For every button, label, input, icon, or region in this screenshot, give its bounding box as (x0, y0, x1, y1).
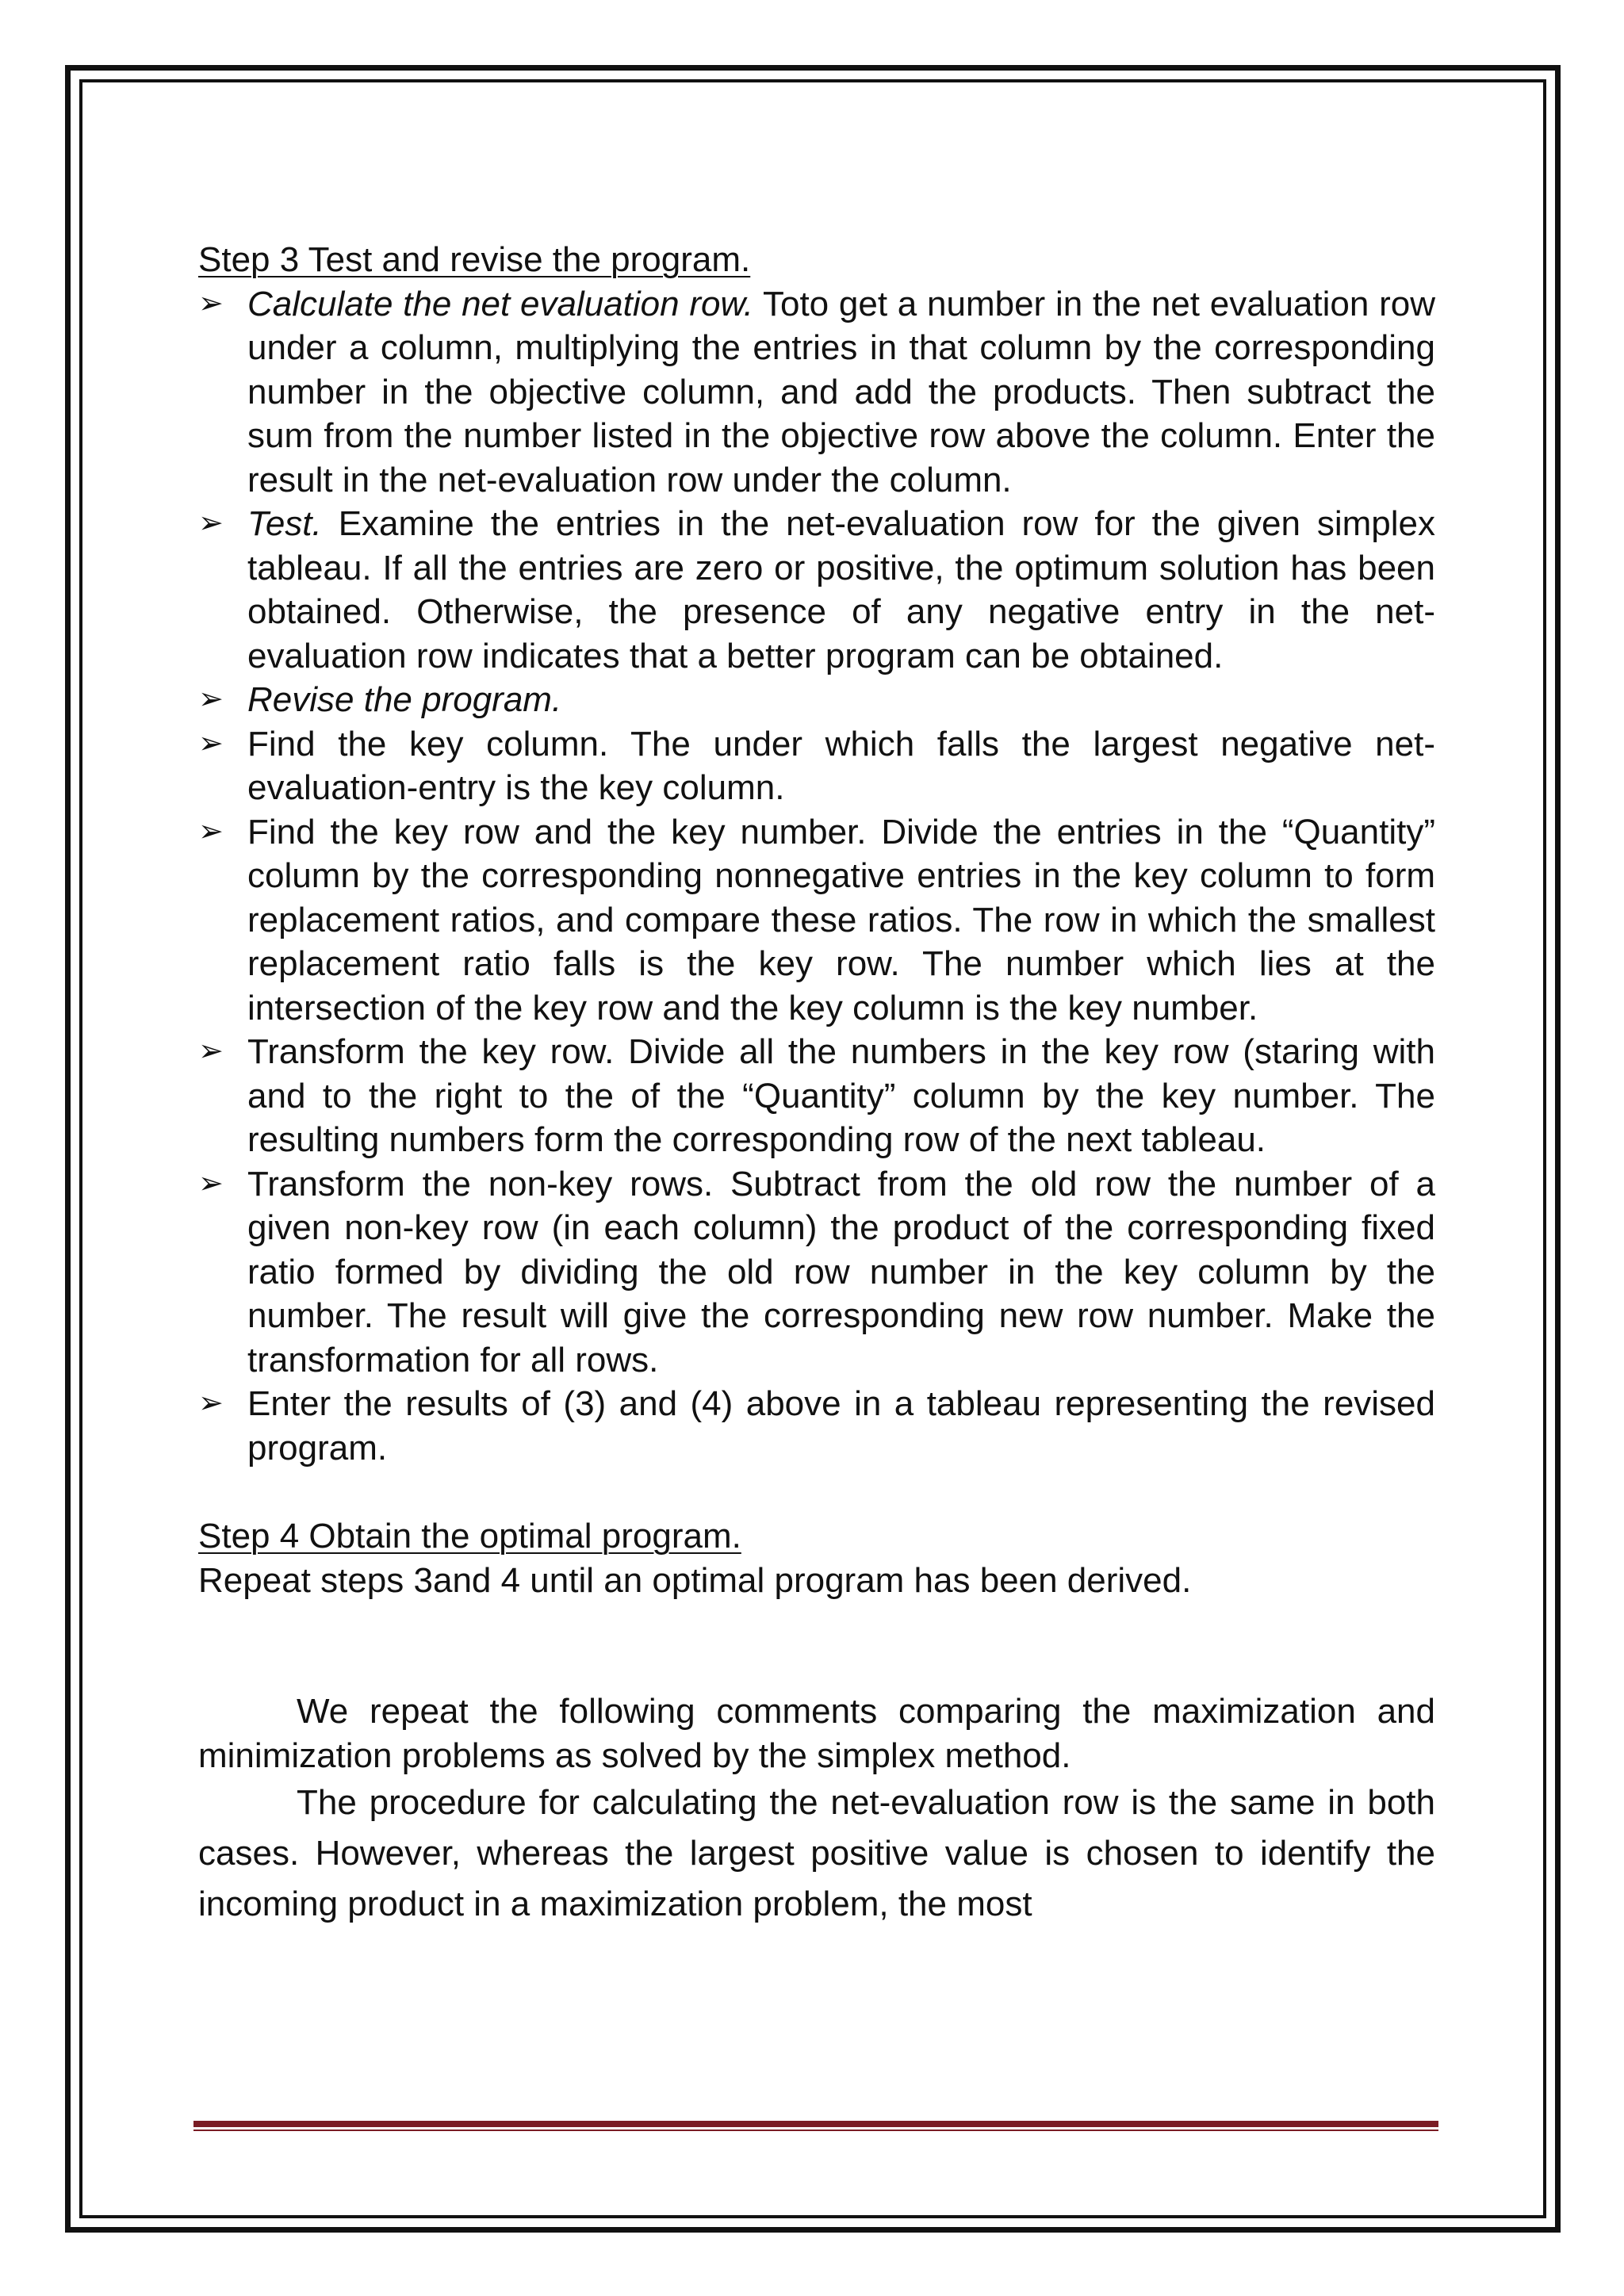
arrowhead-bullet-icon: ➢ (198, 507, 224, 540)
list-item (198, 1030, 1435, 1162)
spacer (198, 1470, 1435, 1514)
step3-heading: Step 3 Test and revise the program. (198, 240, 751, 279)
list-item (198, 282, 1435, 503)
arrowhead-bullet-icon: ➢ (198, 683, 224, 716)
item-text: Find the key row and the key number. Divide the entries in the “Quantity” column by the corresponding nonnegative entries in the key column to form replacement ratios, and compare these ratios. The row in which the smallest replacement ratio falls is the key row. The number which lies at the intersection of the key row and the key column is the key number. (247, 812, 1435, 1027)
item-lead: Test. (247, 504, 322, 543)
item-text: Transform the key row. Divide all the numbers in the key row (staring with and to the right to the of the “Quantity” column by the key number. The resulting numbers form the corresponding row of the next tableau. (247, 1032, 1435, 1159)
arrowhead-bullet-icon: ➢ (198, 814, 224, 848)
item-lead: Revise the program. (247, 680, 562, 719)
item-lead: Calculate the net evaluation row. (247, 284, 754, 323)
arrowhead-bullet-icon: ➢ (198, 1166, 224, 1200)
arrowhead-bullet-icon: ➢ (198, 286, 224, 320)
footer-divider-thick (193, 2121, 1438, 2127)
list-item (198, 502, 1435, 678)
footer-divider (193, 2121, 1438, 2131)
arrowhead-bullet-icon: ➢ (198, 1035, 224, 1068)
item-text: Toto get a number in the net evaluation row under a column, multiplying the entries in that column by the corresponding number in the objective column, and add the products. Then subtract the sum from the number listed in the objective row above the column. Enter the result in the net-evaluation row under the column. (247, 284, 1435, 499)
footer-divider-thin (193, 2130, 1438, 2131)
comments-paragraph-1: We repeat the following comments comparing the maximization and minimization problems as solved by the simplex method. (198, 1692, 1435, 1775)
arrowhead-bullet-icon: ➢ (198, 1387, 224, 1420)
list-item (198, 1382, 1435, 1470)
step4-text: Repeat steps 3and 4 until an optimal program has been derived. (198, 1560, 1192, 1600)
step4-heading: Step 4 Obtain the optimal program. (198, 1517, 741, 1556)
item-text: Examine the entries in the net-evaluation row for the given simplex tableau. If all the entries are zero or positive, the optimum solution has been obtained. Otherwise, the presence of any negative entry in the net-evaluation row indicates that a better program can be obtained. (247, 504, 1435, 675)
arrowhead-bullet-icon: ➢ (198, 726, 224, 760)
item-text: Find the key column. The under which falls the largest negative net-evaluation-entry is the key column. (247, 724, 1435, 807)
spacer (198, 1602, 1435, 1689)
list-item (198, 678, 1435, 722)
step3-bullet-list (198, 282, 1435, 1471)
list-item (198, 1162, 1435, 1383)
item-text: Transform the non-key rows. Subtract from the old row the number of a given non-key row (in each column) the product of the corresponding fixed ratio formed by dividing the old row number in the key column by the number. The result will give the corresponding new row number. Make the transformation for all rows. (247, 1164, 1435, 1380)
page-content (198, 238, 1435, 1930)
item-text: Enter the results of (3) and (4) above in a tableau representing the revised program. (247, 1384, 1435, 1468)
list-item (198, 722, 1435, 810)
list-item (198, 810, 1435, 1031)
comments-paragraph-2: The procedure for calculating the net-evaluation row is the same in both cases. However, whereas the largest positive value is chosen to identify the incoming product in a maximization problem, the most (198, 1783, 1435, 1923)
